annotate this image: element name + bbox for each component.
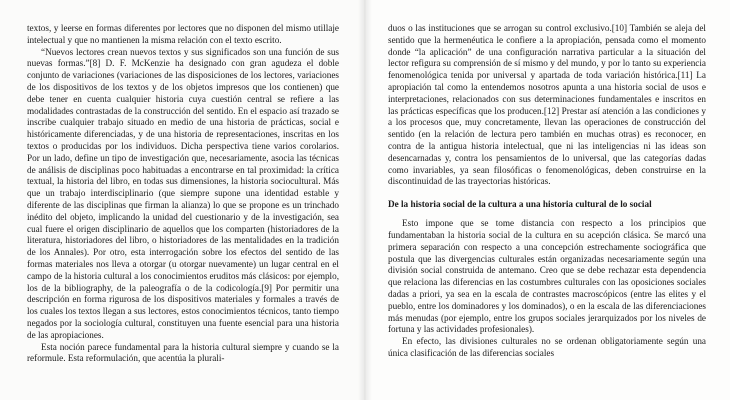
right-paragraph-1: duos o las instituciones que se arrogan su control exclusivo.[10] También se aleja del sentido que la hermenéutica le confiere a la apropiación, pensada como el momento donde “la aplicación” de una configuración narrativa particular a la situación del lector refigura su comprensión de sí mismo y del mundo, y por lo tanto su experiencia fenomenológica tenida por universal y apartada de toda variación histórica.[11] La apropiación tal como la entendemos nosotros apunta a una historia social de usos e interpretaciones, relacionados con sus determinaciones fundamentales e inscritos en las prácticas específicas que los producen.[12] Prestar así atención a las condiciones y a los procesos que, muy concretamente, llevan las operaciones de construcción del sentido (en la relación de lectura pero también en muchas otras) es reconocer, en contra de la antigua historia intelectual, que ni las inteligencias ni las ideas son desencarnadas y, contra los pensamientos de lo universal, que las categorías dadas como invariables, ya sean filosóficas o fenomenológicas, deben construirse en la discontinuidad de las trayectorias históricas. [388, 23, 706, 187]
section-heading: De la historia social de la cultura a una historia cultural de lo social [388, 199, 652, 210]
right-paragraph-2: Esto impone que se tome distancia con respecto a los principios que fundamentaban la historia social de la cultura en su acepción clásica. Se marcó una primera separación con respecto a una concepción estrechamente sociográfica que postula que las divergencias culturales están organizadas necesariamente según una división social construida de antemano. Creo que se debe rechazar esta dependencia que relaciona las diferencias en las costumbres culturales con las oposiciones sociales dadas a priori, ya sea en la escala de contrastes macroscópicos (entre las elites y el pueblo, entre los dominadores y los dominados), o en la escala de las diferenciaciones más menudas (por ejemplo, entre los grupos sociales jerarquizados por los niveles de fortuna y las actividades profesionales). [388, 218, 706, 335]
right-text-column [388, 23, 706, 360]
right-paragraph-3: En efecto, las divisiones culturales no se ordenan obligatoriamente según una única clasificación de las diferencias sociales [388, 336, 706, 358]
right-page [365, 0, 730, 400]
left-paragraph-3: Esta noción parece fundamental para la historia cultural siempre y cuando se la reformule. Esta reformulación, que acentúa la plurali- [27, 341, 339, 364]
left-paragraph-2: “Nuevos lectores crean nuevos textos y sus significados son una función de sus nuevas formas.”[8] D. F. McKenzie ha designado con gran agudeza el doble conjunto de variaciones (variaciones de las disposiciones de los lectores, variaciones de los dispositivos de los textos y de los objetos impresos que los contienen) que debe tener en cuenta cualquier historia cuya cuestión central se refiere a las modalidades contrastadas de la construcción del sentido. En el espacio así trazado se inscribe cualquier trabajo situado en medio de una historia de prácticas, social e históricamente diferenciadas, y de una historia de representaciones, inscritas en los textos o producidas por los individuos. Dicha perspectiva tiene varios corolarios. Por un lado, define un tipo de investigación que, necesariamente, asocia las técnicas de análisis de disciplinas poco habituadas a encontrarse en tal proximidad: la crítica textual, la historia del libro, en todas sus dimensiones, la historia sociocultural. Más que un trabajo interdisciplinario (que siempre supone una identidad estable y diferente de las disciplinas que firman la alianza) lo que se propone es un trinchado inédito del objeto, implicando la unidad del cuestionario y de la investigación, sea cual fuere el origen disciplinario de aquellos que los comparten (historiadores de la literatura, historiadores del libro, o historiadores de las mentalidades en la tradición de los Annales). Por otro, esta interrogación sobre los efectos del sentido de las formas materiales nos lleva a otorgar (u otorgar nuevamente) un lugar central en el campo de la historia cultural a los conocimientos eruditos más clásicos: por ejemplo, los de la bibliography, de la paleografía o de la codicología.[9] Por permitir una descripción en forma rigurosa de los dispositivos materiales y formales a través de los cuales los textos llegan a sus lectores, estos conocimientos técnicos, tanto tiempo negados por la sociología cultural, constituyen una fuente esencial para una historia de las apropiaciones. [27, 46, 339, 340]
book-gutter-shadow [358, 0, 372, 400]
left-paragraph-1: textos, y leerse en formas diferentes por lectores que no disponen del mismo utillaje intelectual y que no mantienen la misma relación con el texto escrito. [27, 23, 339, 45]
left-text-column [27, 23, 339, 365]
